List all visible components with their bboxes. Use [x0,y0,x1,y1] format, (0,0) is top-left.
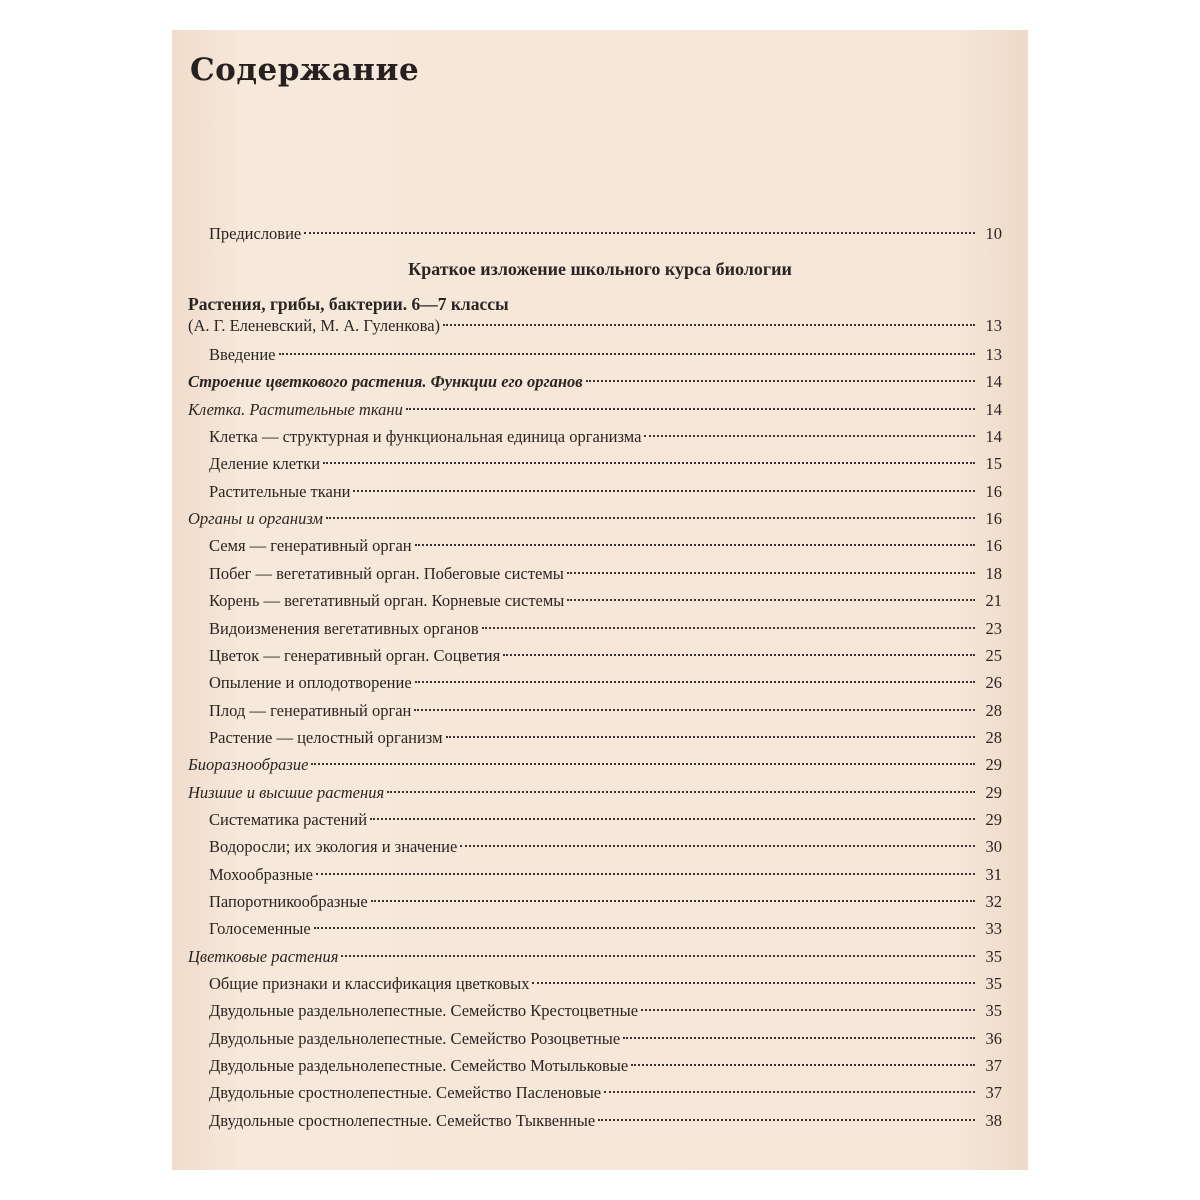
dot-leader [316,873,975,875]
dot-leader [323,462,975,464]
toc-entry [188,782,1002,804]
toc-entry-label: Предисловие [209,224,302,243]
toc-entry-label: Общие признаки и классификация цветковых [209,974,530,994]
toc-entry-label: Цветковые растения [188,946,339,966]
toc-entry-label: Цветок — генеративный орган. Соцветия [209,645,501,665]
dot-leader [443,324,975,326]
toc-entry-label: Видоизменения вегетативных органов [209,618,479,638]
toc-entry-label: Строение цветкового растения. Функции его органов [188,372,583,392]
toc-entry [188,508,1002,530]
toc-entry-label: Растительные ткани [209,481,351,501]
toc-page-number: 35 [985,1001,1002,1021]
toc-entry-label: Семя — генеративный орган [209,536,412,556]
toc-page-number: 14 [985,372,1002,392]
toc-entry-label: Мохообразные [209,864,313,884]
toc-entry-label: (А. Г. Еленевский, М. А. Гуленкова) [188,316,441,335]
dot-leader [598,1119,975,1121]
dot-leader [567,599,975,601]
toc-page-number: 35 [985,946,1002,966]
dot-leader [482,627,975,629]
toc-entry-label: Голосеменные [209,919,311,939]
toc-entry [209,645,1002,667]
dot-leader [370,818,975,820]
dot-leader [641,1009,975,1011]
dot-leader [314,927,975,929]
dot-leader [631,1064,975,1066]
course-heading: Краткое изложение школьного курса биологии [408,259,792,279]
toc-entry-label: Двудольные сростнолепестные. Семейство Тыквенные [209,1110,596,1130]
toc-entry-label: Папоротникообразные [209,892,368,911]
toc-page-number: 23 [985,618,1002,638]
toc-page-number: 15 [985,454,1002,474]
toc-page-number: 32 [985,892,1002,911]
dot-leader [371,900,975,902]
toc-page-number: 30 [985,837,1002,857]
toc-page-number: 21 [985,591,1002,611]
toc-page-number: 37 [985,1056,1002,1076]
toc-entry [209,563,1002,585]
dot-leader [567,572,975,574]
toc-entry [209,1028,1002,1050]
toc-page-number: 35 [985,974,1002,994]
toc-page-number: 36 [985,1028,1002,1048]
toc-page-number: 37 [985,1083,1002,1103]
toc-page-number: 31 [985,864,1002,884]
toc-entry-label: Органы и организм [188,509,323,529]
toc-entry [209,453,1002,475]
toc-entry [209,481,1002,503]
toc-entry-label: Биоразнообразие [188,755,309,775]
toc-entry [209,590,1002,612]
toc-entry [209,1055,1002,1077]
toc-entry [188,946,1002,968]
toc-entry-label: Корень — вегетативный орган. Корневые системы [209,591,565,611]
toc-entry [209,918,1002,940]
toc-entry [209,535,1002,557]
toc-page-number: 38 [985,1110,1002,1130]
toc-entry-label: Опыление и оплодотворение [209,673,412,693]
toc-entry-label: Двудольные раздельнолепестные. Семейство Мотыльковые [209,1056,629,1076]
toc-entry [209,836,1002,858]
toc-entry [209,618,1002,640]
toc-entry [188,754,1002,776]
toc-entry [209,973,1002,995]
toc-entry-label: Введение [209,345,276,364]
toc-page-number: 29 [985,755,1002,775]
toc-page-number: 29 [985,809,1002,829]
toc-entry-label: Деление клетки [209,454,321,474]
toc-page-number: 25 [985,645,1002,665]
toc-entry [209,672,1002,694]
dot-leader [353,490,975,492]
toc-page-number: 16 [985,536,1002,556]
toc-entry [209,700,1002,722]
dot-leader [311,763,975,765]
dot-leader [623,1037,975,1039]
dot-leader [460,845,975,847]
dot-leader [279,353,975,355]
toc-entry-label: Клетка — структурная и функциональная единица организма [209,427,642,447]
dot-leader [414,709,975,711]
toc-page-number: 28 [985,700,1002,720]
part-title: Растения, грибы, бактерии. 6—7 классы [188,294,509,314]
toc-entry-label: Низшие и высшие растения [188,782,385,802]
toc-entry [209,864,1002,886]
toc-entry-part-authors [188,315,1002,337]
toc-entry-label: Систематика растений [209,809,368,829]
toc-entry [209,891,1002,913]
dot-leader [586,380,975,382]
toc-entry-label: Водоросли; их экология и значение [209,837,458,857]
dot-leader [326,517,975,519]
toc-page-number: 33 [985,919,1002,939]
toc-page-number: 16 [985,509,1002,529]
toc-entry [209,1082,1002,1104]
dot-leader [446,736,975,738]
toc-page-number: 10 [985,224,1002,243]
dot-leader [604,1091,975,1093]
dot-leader [503,654,975,656]
dot-leader [415,544,975,546]
toc-page-number: 29 [985,782,1002,802]
dot-leader [532,982,975,984]
toc-entry-label: Двудольные раздельнолепестные. Семейство Розоцветные [209,1028,621,1048]
toc-entry-label: Клетка. Растительные ткани [188,399,403,419]
toc-page-number: 14 [985,399,1002,419]
toc-entry-preface [209,223,1002,245]
toc-page-number: 13 [985,316,1002,335]
toc-entry [209,1000,1002,1022]
toc-entry-label: Двудольные раздельнолепестные. Семейство Крестоцветные [209,1001,639,1021]
toc-entry [188,399,1002,421]
toc-entry [209,426,1002,448]
dot-leader [304,232,975,234]
dot-leader [644,435,975,437]
dot-leader [341,955,975,957]
toc-entry-label: Двудольные сростнолепестные. Семейство Пасленовые [209,1083,602,1103]
page-title: Содержание [190,52,420,88]
book-page [172,30,1028,1170]
dot-leader [415,681,975,683]
toc-page-number: 13 [985,345,1002,364]
toc-page-number: 26 [985,673,1002,693]
toc-page-number: 16 [985,481,1002,501]
toc-entry [209,1110,1002,1132]
toc-entry [188,371,1002,393]
toc-page-number: 28 [985,727,1002,747]
toc-entry-label: Побег — вегетативный орган. Побеговые системы [209,563,564,583]
dot-leader [406,408,975,410]
toc-page-number: 14 [985,427,1002,447]
toc-page-number: 18 [985,563,1002,583]
dot-leader [387,791,975,793]
toc-entry-label: Растение — целостный организм [209,727,443,747]
toc-entry [209,809,1002,831]
toc-entry [209,727,1002,749]
toc-entry [209,344,1002,366]
toc-entry-label: Плод — генеративный орган [209,700,412,720]
